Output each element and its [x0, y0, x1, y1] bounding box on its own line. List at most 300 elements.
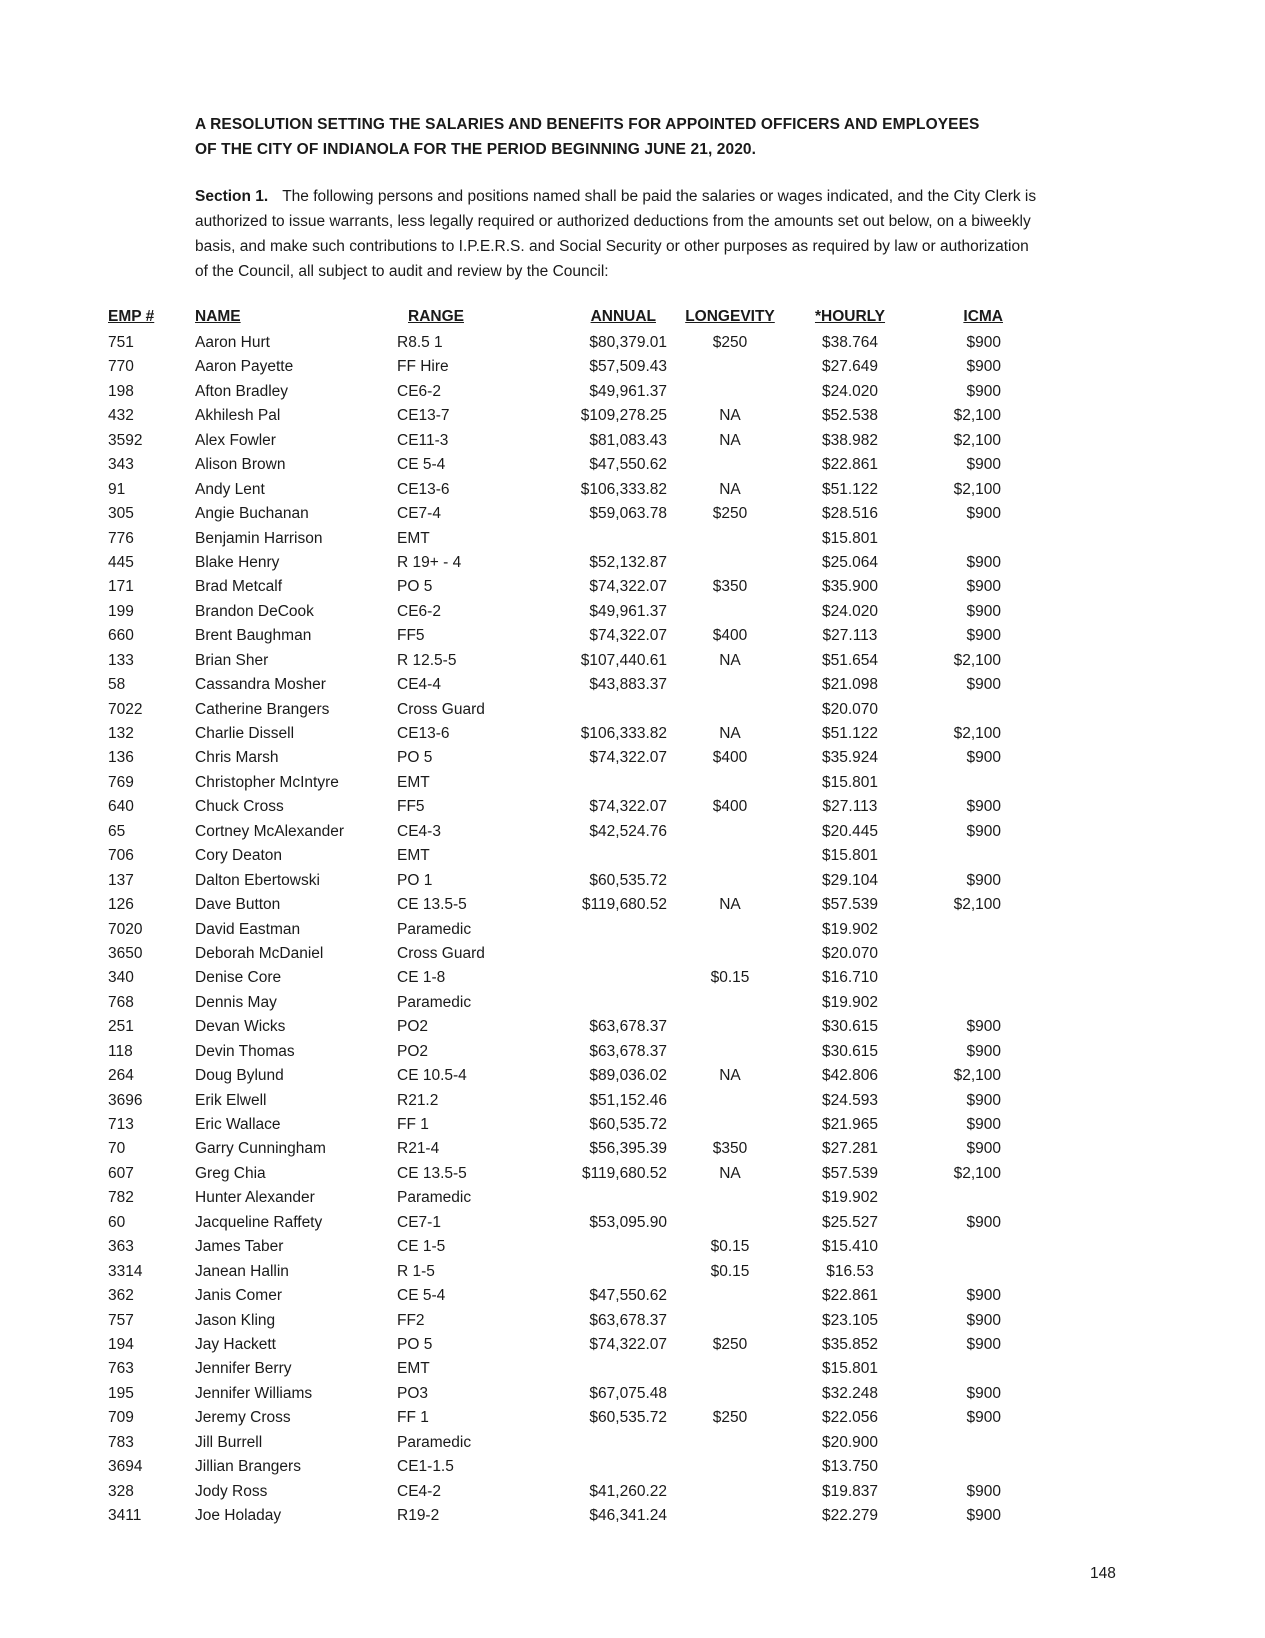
cell-emp: 60: [108, 1213, 126, 1231]
table-row: [0, 1165, 1265, 1189]
cell-emp: 343: [108, 456, 134, 474]
cell-hourly: $19.902: [821, 993, 879, 1011]
cell-icma: $900: [966, 627, 1001, 645]
table-row: [0, 481, 1265, 505]
cell-range: PO3: [397, 1384, 429, 1402]
cell-emp: 251: [108, 1018, 134, 1036]
table-row: [0, 798, 1265, 822]
cell-name: David Eastman: [195, 920, 301, 938]
cell-hourly: $22.861: [821, 1287, 879, 1305]
cell-range: FF5: [397, 798, 425, 816]
cell-annual: $74,322.07: [589, 749, 667, 767]
table-row: [0, 1116, 1265, 1140]
cell-icma: $900: [966, 1042, 1001, 1060]
table-row: [0, 1336, 1265, 1360]
title-line-1: A RESOLUTION SETTING THE SALARIES AND BENEFITS FOR APPOINTED OFFICERS AND EMPLOYEES: [195, 116, 980, 133]
cell-hourly: $51.654: [821, 651, 879, 669]
cell-name: Jody Ross: [195, 1482, 268, 1500]
cell-hourly: $21.965: [821, 1116, 879, 1133]
cell-emp: 3411: [108, 1507, 142, 1524]
cell-icma: $900: [966, 1116, 1001, 1133]
cell-emp: 783: [108, 1433, 134, 1451]
title-line-2: OF THE CITY OF INDIANOLA FOR THE PERIOD BEGINNING JUNE 21, 2020.: [195, 141, 757, 158]
cell-name: Andy Lent: [195, 480, 265, 498]
cell-annual: $74,322.07: [589, 798, 667, 816]
table-row: [0, 1238, 1265, 1262]
cell-name: Dave Button: [195, 896, 281, 914]
table-row: [0, 945, 1265, 969]
cell-name: Janean Hallin: [195, 1262, 289, 1280]
cell-hourly: $27.281: [821, 1140, 879, 1158]
cell-annual: $63,678.37: [589, 1042, 667, 1060]
cell-emp: 133: [108, 651, 134, 669]
cell-longevity: NA: [719, 896, 741, 914]
cell-annual: $43,883.37: [589, 676, 667, 694]
cell-hourly: $51.122: [821, 725, 879, 742]
table-row: [0, 1360, 1265, 1384]
table-row: [0, 1385, 1265, 1409]
cell-name: Jennifer Berry: [195, 1360, 292, 1378]
cell-icma: $900: [966, 1213, 1001, 1231]
cell-hourly: $19.902: [821, 1189, 879, 1207]
cell-icma: $900: [966, 749, 1001, 767]
cell-annual: $119,680.52: [581, 1164, 667, 1182]
table-row: [0, 701, 1265, 725]
cell-range: CE13-7: [397, 407, 450, 425]
table-row: [0, 921, 1265, 945]
table-row: [0, 1043, 1265, 1067]
table-row: [0, 1092, 1265, 1116]
cell-annual: $46,341.24: [589, 1507, 667, 1524]
page-number: 148: [1090, 1565, 1116, 1582]
cell-emp: 432: [108, 407, 134, 425]
cell-name: Deborah McDaniel: [195, 944, 324, 962]
cell-longevity: $350: [712, 578, 748, 596]
cell-range: Paramedic: [397, 1433, 472, 1451]
cell-longevity: NA: [719, 1164, 741, 1182]
cell-emp: 660: [108, 627, 134, 645]
cell-emp: 7022: [108, 700, 143, 718]
cell-range: PO2: [397, 1018, 429, 1036]
table-row: [0, 456, 1265, 480]
cell-hourly: $20.070: [821, 944, 879, 962]
cell-range: Paramedic: [397, 920, 472, 938]
cell-icma: $900: [966, 505, 1001, 523]
table-row: [0, 530, 1265, 554]
cell-emp: 782: [108, 1189, 134, 1207]
cell-name: Devan Wicks: [195, 1018, 286, 1036]
cell-longevity: NA: [719, 651, 741, 669]
cell-longevity: NA: [719, 725, 741, 742]
cell-emp: 607: [108, 1164, 134, 1182]
section-1-paragraph: [195, 184, 1045, 284]
table-row: [0, 627, 1265, 651]
cell-name: Jillian Brangers: [195, 1458, 301, 1476]
table-row: [0, 1458, 1265, 1482]
cell-hourly: $15.801: [821, 529, 879, 547]
cell-icma: $2,100: [953, 431, 1001, 449]
cell-hourly: $32.248: [821, 1384, 879, 1402]
cell-range: CE 13.5-5: [397, 896, 467, 914]
cell-longevity: NA: [719, 431, 741, 449]
cell-icma: $900: [966, 334, 1001, 351]
cell-name: Charlie Dissell: [195, 725, 295, 742]
cell-name: Erik Elwell: [195, 1091, 267, 1109]
cell-hourly: $16.53: [826, 1262, 874, 1280]
cell-hourly: $42.806: [821, 1067, 879, 1085]
cell-hourly: $27.113: [822, 798, 878, 816]
table-row: [0, 505, 1265, 529]
cell-range: EMT: [397, 1360, 430, 1378]
cell-annual: $74,322.07: [589, 627, 667, 645]
cell-emp: 264: [108, 1067, 134, 1085]
cell-name: Brent Baughman: [195, 627, 312, 645]
cell-emp: 199: [108, 602, 134, 620]
cell-name: Garry Cunningham: [195, 1140, 326, 1158]
cell-hourly: $24.020: [821, 602, 879, 620]
cell-range: CE6-2: [397, 382, 441, 400]
cell-longevity: $400: [712, 627, 748, 645]
cell-range: CE13-6: [397, 725, 450, 742]
cell-icma: $900: [966, 382, 1001, 400]
cell-emp: 137: [108, 871, 134, 889]
cell-annual: $59,063.78: [589, 505, 667, 523]
cell-range: EMT: [397, 773, 430, 791]
cell-annual: $47,550.62: [589, 1287, 667, 1305]
cell-longevity: $250: [712, 1409, 748, 1427]
cell-longevity: $350: [712, 1140, 748, 1158]
cell-icma: $900: [966, 1091, 1001, 1109]
cell-name: James Taber: [195, 1238, 284, 1256]
cell-range: FF5: [397, 627, 425, 645]
cell-icma: $2,100: [953, 407, 1001, 425]
cell-annual: $52,132.87: [589, 553, 667, 571]
cell-annual: $49,961.37: [589, 602, 667, 620]
cell-range: PO 1: [397, 871, 433, 889]
cell-hourly: $22.279: [821, 1507, 879, 1524]
cell-hourly: $38.764: [821, 334, 879, 351]
header-longevity: LONGEVITY: [685, 308, 775, 325]
cell-annual: $119,680.52: [581, 896, 667, 914]
cell-hourly: $25.064: [821, 553, 879, 571]
table-row: [0, 603, 1265, 627]
table-row: [0, 383, 1265, 407]
cell-hourly: $23.105: [821, 1311, 879, 1329]
cell-hourly: $15.801: [821, 1360, 879, 1378]
cell-emp: 65: [108, 822, 126, 840]
cell-icma: $900: [966, 1384, 1001, 1402]
cell-hourly: $19.902: [821, 920, 879, 938]
table-row: [0, 432, 1265, 456]
cell-emp: 126: [108, 896, 134, 914]
cell-name: Joe Holaday: [195, 1507, 282, 1524]
cell-icma: $900: [966, 822, 1001, 840]
salary-table: [0, 308, 1265, 1531]
cell-emp: 757: [108, 1311, 134, 1329]
header-hourly: *HOURLY: [814, 308, 886, 325]
cell-icma: $2,100: [953, 1164, 1001, 1182]
table-header: [0, 308, 1265, 334]
table-row: [0, 358, 1265, 382]
cell-range: R 12.5-5: [397, 651, 457, 669]
cell-icma: $900: [966, 676, 1001, 694]
table-body: [0, 334, 1265, 1531]
cell-emp: 132: [108, 725, 134, 742]
cell-emp: 171: [108, 578, 134, 596]
cell-annual: $74,322.07: [589, 578, 667, 596]
cell-range: R 1-5: [397, 1262, 435, 1280]
cell-range: R8.5 1: [397, 334, 443, 351]
section-label: Section 1.: [195, 188, 269, 205]
cell-range: PO2: [397, 1042, 429, 1060]
cell-name: Doug Bylund: [195, 1067, 284, 1085]
cell-hourly: $24.020: [821, 382, 879, 400]
table-row: [0, 872, 1265, 896]
cell-hourly: $30.615: [821, 1018, 879, 1036]
cell-annual: $63,678.37: [589, 1311, 667, 1329]
cell-emp: 198: [108, 382, 134, 400]
table-row: [0, 554, 1265, 578]
cell-name: Chuck Cross: [195, 798, 284, 816]
cell-hourly: $27.649: [821, 358, 879, 376]
cell-longevity: $0.15: [710, 969, 750, 987]
cell-longevity: NA: [719, 480, 741, 498]
table-row: [0, 1140, 1265, 1164]
cell-range: R21-4: [397, 1140, 440, 1158]
cell-icma: $900: [966, 871, 1001, 889]
cell-emp: 769: [108, 773, 134, 791]
cell-name: Hunter Alexander: [195, 1189, 315, 1207]
cell-emp: 58: [108, 676, 126, 694]
cell-range: CE 13.5-5: [397, 1164, 467, 1182]
table-row: [0, 994, 1265, 1018]
cell-range: EMT: [397, 847, 430, 865]
cell-range: FF 1: [397, 1409, 429, 1427]
cell-name: Brian Sher: [195, 651, 269, 669]
cell-hourly: $19.837: [821, 1482, 879, 1500]
cell-emp: 91: [108, 480, 126, 498]
cell-range: CE6-2: [397, 602, 441, 620]
cell-longevity: NA: [719, 1067, 741, 1085]
cell-name: Cory Deaton: [195, 847, 283, 865]
cell-hourly: $16.710: [821, 969, 879, 987]
cell-emp: 445: [108, 553, 134, 571]
cell-range: CE 10.5-4: [397, 1067, 467, 1085]
cell-hourly: $51.122: [821, 480, 879, 498]
cell-range: Paramedic: [397, 993, 472, 1011]
cell-name: Jacqueline Raffety: [195, 1213, 323, 1231]
cell-emp: 118: [108, 1042, 133, 1060]
cell-emp: 194: [108, 1335, 134, 1353]
cell-range: R 19+ - 4: [397, 553, 462, 571]
cell-range: CE 1-8: [397, 969, 446, 987]
table-row: [0, 1214, 1265, 1238]
cell-range: CE4-2: [397, 1482, 441, 1500]
cell-name: Alison Brown: [195, 456, 286, 474]
cell-longevity: $0.15: [710, 1238, 750, 1256]
table-row: [0, 749, 1265, 773]
cell-icma: $900: [966, 1018, 1001, 1036]
cell-emp: 713: [108, 1116, 134, 1133]
cell-annual: $41,260.22: [589, 1482, 667, 1500]
table-row: [0, 578, 1265, 602]
cell-icma: $900: [966, 1311, 1001, 1329]
cell-annual: $57,509.43: [589, 358, 667, 376]
cell-emp: 768: [108, 993, 134, 1011]
cell-hourly: $28.516: [821, 505, 879, 523]
cell-name: Dennis May: [195, 993, 277, 1011]
cell-icma: $900: [966, 358, 1001, 376]
cell-hourly: $35.852: [821, 1335, 879, 1353]
cell-hourly: $22.861: [821, 456, 879, 474]
cell-emp: 751: [108, 334, 134, 351]
cell-emp: 195: [108, 1384, 134, 1402]
cell-annual: $47,550.62: [589, 456, 667, 474]
cell-emp: 776: [108, 529, 134, 547]
cell-hourly: $57.539: [821, 1164, 879, 1182]
table-row: [0, 1287, 1265, 1311]
table-row: [0, 1312, 1265, 1336]
cell-annual: $51,152.46: [589, 1091, 667, 1109]
cell-name: Brandon DeCook: [195, 602, 314, 620]
cell-annual: $60,535.72: [589, 1409, 667, 1427]
cell-name: Greg Chia: [195, 1164, 266, 1182]
cell-hourly: $13.750: [821, 1458, 879, 1476]
cell-name: Janis Comer: [195, 1287, 282, 1305]
cell-hourly: $35.900: [821, 578, 879, 596]
cell-icma: $2,100: [953, 1067, 1001, 1085]
table-row: [0, 1189, 1265, 1213]
cell-name: Aaron Hurt: [195, 334, 270, 351]
cell-longevity: $400: [712, 798, 748, 816]
table-row: [0, 1507, 1265, 1531]
cell-range: PO 5: [397, 578, 433, 596]
cell-range: Cross Guard: [397, 700, 485, 718]
cell-annual: $74,322.07: [589, 1335, 667, 1353]
cell-icma: $2,100: [953, 896, 1001, 914]
cell-icma: $2,100: [953, 725, 1001, 742]
cell-range: CE4-3: [397, 822, 441, 840]
cell-emp: 7020: [108, 920, 143, 938]
table-row: [0, 1018, 1265, 1042]
cell-emp: 362: [108, 1287, 134, 1305]
cell-annual: $60,535.72: [589, 871, 667, 889]
cell-emp: 305: [108, 505, 134, 523]
cell-icma: $900: [966, 1507, 1001, 1524]
cell-longevity: $400: [712, 749, 748, 767]
cell-icma: $900: [966, 1335, 1001, 1353]
cell-emp: 3694: [108, 1458, 143, 1476]
cell-range: CE4-4: [397, 676, 441, 694]
cell-name: Jill Burrell: [195, 1433, 263, 1451]
cell-hourly: $29.104: [821, 871, 879, 889]
cell-emp: 136: [108, 749, 134, 767]
header-name: NAME: [195, 308, 241, 325]
cell-emp: 3650: [108, 944, 143, 962]
cell-emp: 763: [108, 1360, 134, 1378]
cell-hourly: $15.801: [821, 773, 879, 791]
cell-emp: 640: [108, 798, 134, 816]
cell-annual: $56,395.39: [589, 1140, 667, 1158]
cell-hourly: $25.527: [821, 1213, 879, 1231]
table-row: [0, 334, 1265, 358]
cell-range: Cross Guard: [397, 944, 485, 962]
cell-icma: $2,100: [953, 651, 1001, 669]
cell-name: Chris Marsh: [195, 749, 279, 767]
cell-range: CE 1-5: [397, 1238, 446, 1256]
cell-annual: $106,333.82: [580, 480, 667, 498]
cell-hourly: $57.539: [821, 896, 879, 914]
table-row: [0, 969, 1265, 993]
cell-name: Eric Wallace: [195, 1116, 281, 1133]
header-emp: EMP #: [108, 308, 155, 325]
table-row: [0, 823, 1265, 847]
cell-hourly: $15.410: [821, 1238, 879, 1256]
cell-hourly: $24.593: [821, 1091, 879, 1109]
cell-name: Jason Kling: [195, 1311, 276, 1329]
cell-icma: $900: [966, 1140, 1001, 1158]
cell-range: FF2: [397, 1311, 425, 1329]
table-row: [0, 1263, 1265, 1287]
cell-name: Angie Buchanan: [195, 505, 309, 523]
cell-annual: $42,524.76: [589, 822, 667, 840]
cell-emp: 709: [108, 1409, 134, 1427]
cell-hourly: $52.538: [821, 407, 879, 425]
cell-annual: $53,095.90: [589, 1213, 667, 1231]
cell-name: Catherine Brangers: [195, 700, 330, 718]
cell-icma: $900: [966, 1482, 1001, 1500]
cell-range: CE11-3: [397, 431, 449, 449]
table-row: [0, 774, 1265, 798]
cell-hourly: $22.056: [821, 1409, 879, 1427]
cell-range: EMT: [397, 529, 430, 547]
cell-range: CE 5-4: [397, 1287, 446, 1305]
cell-icma: $900: [966, 1287, 1001, 1305]
cell-annual: $63,678.37: [589, 1018, 667, 1036]
cell-emp: 3314: [108, 1262, 143, 1280]
cell-icma: $900: [966, 1409, 1001, 1427]
cell-name: Benjamin Harrison: [195, 529, 323, 547]
cell-name: Alex Fowler: [195, 431, 276, 449]
cell-hourly: $15.801: [821, 847, 879, 865]
cell-name: Jeremy Cross: [195, 1409, 291, 1427]
cell-name: Akhilesh Pal: [195, 407, 281, 425]
table-row: [0, 1409, 1265, 1433]
cell-emp: 340: [108, 969, 134, 987]
cell-name: Jennifer Williams: [195, 1384, 313, 1402]
cell-name: Cassandra Mosher: [195, 676, 326, 694]
cell-hourly: $21.098: [821, 676, 879, 694]
cell-annual: $49,961.37: [589, 382, 667, 400]
cell-annual: $89,036.02: [589, 1067, 667, 1085]
cell-icma: $900: [966, 553, 1001, 571]
cell-longevity: $250: [712, 505, 748, 523]
table-row: [0, 1434, 1265, 1458]
section-text: The following persons and positions named shall be paid the salaries or wages indicated, and the City Clerk is authorized to issue warrants, less legally required or authorized deductions from the amounts set out below, on a biweekly basis, and make such contributions to I.P.E.R.S. and Social Security or other purposes as required by law or authorization of the Council, all subject to audit and review by the Council:: [195, 188, 1037, 280]
cell-name: Denise Core: [195, 969, 282, 987]
cell-emp: 706: [108, 847, 134, 865]
cell-icma: $900: [966, 578, 1001, 596]
cell-name: Cortney McAlexander: [195, 822, 345, 840]
cell-hourly: $27.113: [822, 627, 878, 645]
cell-range: CE7-1: [397, 1213, 441, 1231]
header-range: RANGE: [408, 308, 464, 325]
cell-annual: $109,278.25: [580, 407, 667, 425]
table-row: [0, 896, 1265, 920]
table-row: [0, 407, 1265, 431]
cell-longevity: $250: [712, 334, 748, 351]
cell-emp: 3592: [108, 431, 143, 449]
